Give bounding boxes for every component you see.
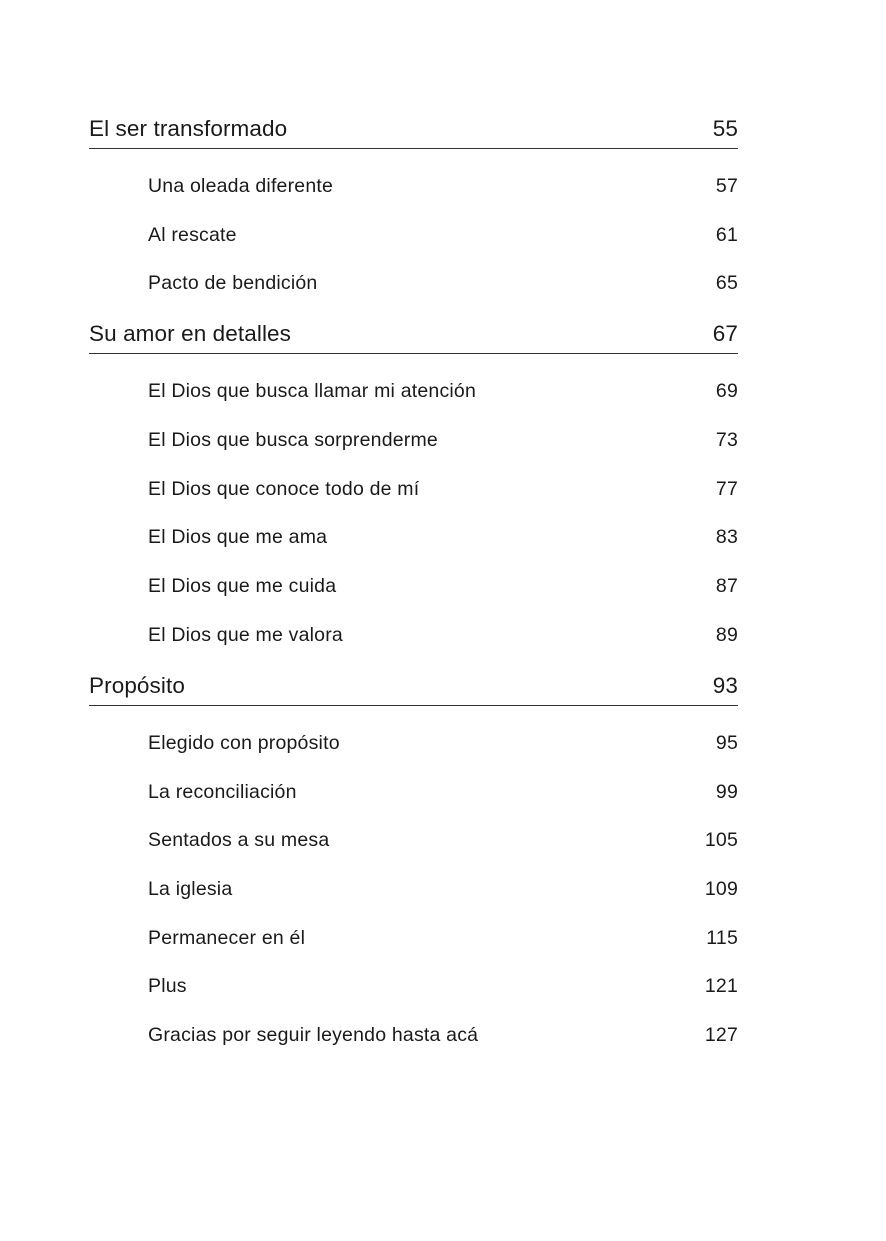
entry-title: Gracias por seguir leyendo hasta acá [148,1023,479,1046]
toc-entry [89,827,738,853]
toc-entry [89,973,738,999]
entry-page-number: 77 [715,477,738,500]
entry-title: Permanecer en él [148,926,306,949]
entry-page-number: 87 [715,575,738,598]
entry-page-number: 83 [715,526,738,549]
toc-entry [89,476,738,502]
toc-entry [89,876,738,902]
toc-entry [89,925,738,951]
entry-page-number: 61 [715,223,738,246]
section-entries [89,730,738,1048]
toc-section [89,319,738,647]
section-title: El ser transformado [89,116,288,141]
entry-page-number: 105 [704,829,738,852]
section-heading [89,671,738,706]
entry-page-number: 89 [715,623,738,646]
entry-title: La iglesia [148,877,233,900]
toc-entry [89,427,738,453]
toc-entry [89,622,738,648]
entry-page-number: 99 [715,780,738,803]
section-heading [89,319,738,354]
entry-title: La reconciliación [148,780,297,803]
entry-page-number: 109 [704,877,738,900]
toc-entry [89,270,738,296]
entry-title: El Dios que me ama [148,526,328,549]
section-heading [89,114,738,149]
entry-title: El Dios que me valora [148,623,343,646]
toc-section [89,671,738,1048]
entry-page-number: 121 [704,975,738,998]
entry-page-number: 127 [704,1023,738,1046]
entry-title: El Dios que me cuida [148,575,337,598]
entry-page-number: 65 [715,272,738,295]
entry-title: Una oleada diferente [148,175,334,197]
entry-title: Pacto de bendición [148,272,318,295]
entry-title: Al rescate [148,223,237,246]
entry-page-number: 73 [715,429,738,452]
entry-page-number: 69 [715,380,738,403]
entry-title: El Dios que busca llamar mi atención [148,380,477,403]
toc-entry [89,779,738,805]
toc-entry [89,173,738,199]
toc-entry [89,730,738,756]
entry-title: Sentados a su mesa [148,829,330,852]
entry-page-number: 57 [715,175,738,197]
toc-entry [89,222,738,248]
toc-entry [89,378,738,404]
section-title: Propósito [89,672,185,698]
toc-entry [89,573,738,599]
entry-title: Elegido con propósito [148,731,340,754]
section-entries [89,378,738,647]
entry-page-number: 95 [715,731,738,754]
toc-section [89,114,738,296]
table-of-contents [89,114,738,1048]
section-page-number: 67 [712,321,738,347]
section-page-number: 55 [712,116,738,141]
section-entries [89,173,738,296]
entry-title: El Dios que busca sorprenderme [148,429,438,452]
toc-entry [89,524,738,550]
toc-entry [89,1022,738,1048]
entry-page-number: 115 [706,926,738,949]
section-page-number: 93 [712,672,738,698]
entry-title: El Dios que conoce todo de mí [148,477,420,500]
section-title: Su amor en detalles [89,321,292,347]
entry-title: Plus [148,975,187,998]
